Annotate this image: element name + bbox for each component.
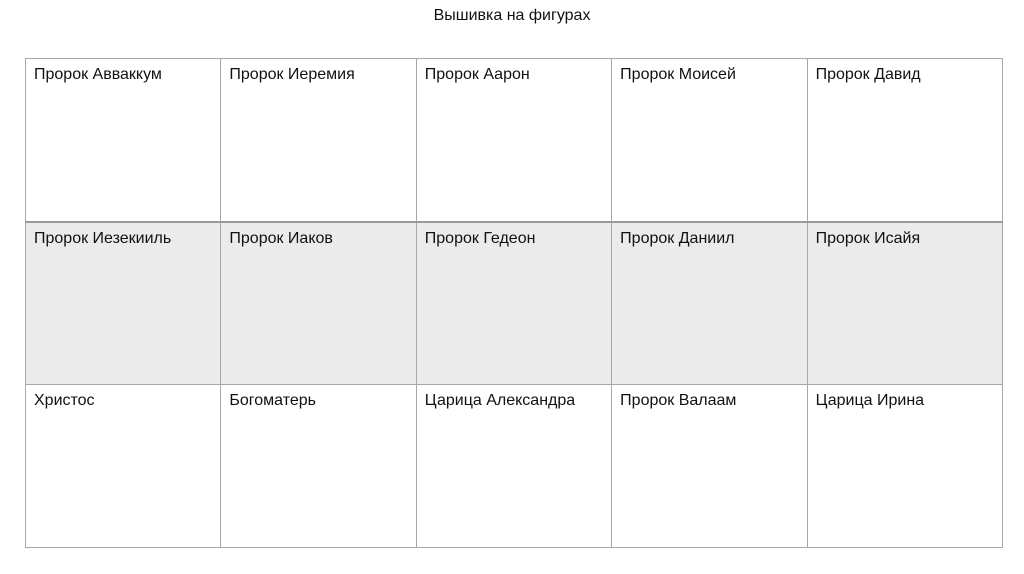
page-title: Вышивка на фигурах [433,7,591,24]
figures-table [25,58,1003,548]
table-cell: Пророк Авваккум [26,59,221,222]
table-cell: Царица Ирина [807,385,1002,548]
table-cell: Пророк Давид [807,59,1002,222]
table-cell: Пророк Аарон [416,59,611,222]
table-cell: Пророк Даниил [612,222,807,385]
table-row [26,222,1003,385]
table-row [26,385,1003,548]
table-cell: Царица Александра [416,385,611,548]
table-cell: Пророк Гедеон [416,222,611,385]
table-cell: Пророк Исайя [807,222,1002,385]
table-cell: Пророк Валаам [612,385,807,548]
table-cell: Христос [26,385,221,548]
table-cell: Пророк Моисей [612,59,807,222]
table-cell: Пророк Иеремия [221,59,416,222]
table-row [26,59,1003,222]
table-cell: Богоматерь [221,385,416,548]
table-cell: Пророк Иезекииль [26,222,221,385]
table-cell: Пророк Иаков [221,222,416,385]
